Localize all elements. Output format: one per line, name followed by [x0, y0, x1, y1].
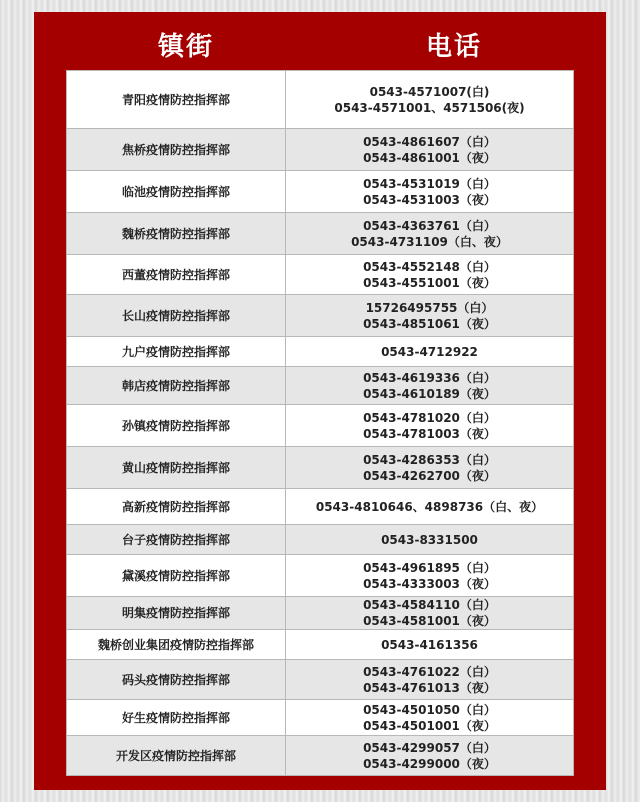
phone-line: 0543-4531003（夜）	[363, 192, 496, 207]
table-row	[67, 489, 574, 525]
directory-panel	[34, 12, 606, 790]
phone-line: 0543-8331500	[381, 532, 478, 547]
phone-line: 0543-4861001（夜）	[363, 150, 496, 165]
table-row	[67, 213, 574, 255]
phone-line: 0543-4961895（白）	[363, 560, 496, 575]
phone-cell	[286, 255, 574, 295]
header-town: 镇街	[157, 32, 214, 62]
table-row	[67, 71, 574, 129]
phone-line: 0543-4363761（白）	[363, 218, 496, 233]
table-row	[67, 736, 574, 776]
command-name: 焦桥疫情防控指挥部	[67, 129, 286, 171]
table-row	[67, 630, 574, 660]
phone-line: 0543-4581001（夜）	[363, 614, 496, 628]
phone-cell	[286, 630, 574, 660]
command-name: 高新疫情防控指挥部	[67, 489, 286, 525]
phone-line: 0543-4299057（白）	[363, 740, 496, 755]
phone-cell	[286, 555, 574, 597]
phone-cell	[286, 447, 574, 489]
header-phone: 电话	[425, 32, 482, 62]
phone-cell	[286, 171, 574, 213]
command-name: 孙镇疫情防控指挥部	[67, 405, 286, 447]
command-name: 魏桥疫情防控指挥部	[67, 213, 286, 255]
phone-line: 0543-4571001、4571506(夜)	[334, 100, 525, 115]
phone-cell	[286, 489, 574, 525]
table-row	[67, 255, 574, 295]
phone-cell	[286, 295, 574, 337]
phone-line: 0543-4851061（夜）	[363, 316, 496, 331]
table-row	[67, 337, 574, 367]
phone-line: 0543-4731109（白、夜）	[351, 234, 508, 249]
phone-cell	[286, 367, 574, 405]
table-row	[67, 295, 574, 337]
phone-line: 0543-4712922	[381, 344, 478, 359]
phone-cell	[286, 213, 574, 255]
command-name: 台子疫情防控指挥部	[67, 525, 286, 555]
phone-cell	[286, 129, 574, 171]
contact-table	[66, 70, 574, 776]
command-name: 九户疫情防控指挥部	[67, 337, 286, 367]
command-name: 青阳疫情防控指挥部	[67, 71, 286, 129]
command-name: 西董疫情防控指挥部	[67, 255, 286, 295]
command-name: 好生疫情防控指挥部	[67, 700, 286, 736]
table-row	[67, 405, 574, 447]
phone-line: 15726495755（白）	[365, 300, 494, 315]
phone-cell	[286, 337, 574, 367]
command-name: 韩店疫情防控指挥部	[67, 367, 286, 405]
table-row	[67, 525, 574, 555]
phone-line: 0543-4781003（夜）	[363, 426, 496, 441]
phone-cell	[286, 660, 574, 700]
table-row	[67, 171, 574, 213]
table-row	[67, 660, 574, 700]
command-name: 长山疫情防控指挥部	[67, 295, 286, 337]
table-row	[67, 447, 574, 489]
phone-line: 0543-4781020（白）	[363, 410, 496, 425]
phone-line: 0543-4810646、4898736（白、夜）	[315, 499, 544, 514]
phone-line: 0543-4571007(白)	[369, 84, 490, 99]
table-row	[67, 129, 574, 171]
phone-cell	[286, 597, 574, 630]
phone-cell	[286, 700, 574, 736]
phone-line: 0543-4610189（夜）	[363, 386, 496, 401]
phone-line: 0543-4584110（白）	[363, 598, 496, 612]
phone-line: 0543-4286353（白）	[363, 452, 496, 467]
command-name: 黄山疫情防控指挥部	[67, 447, 286, 489]
table-header	[34, 12, 606, 70]
phone-cell	[286, 405, 574, 447]
phone-line: 0543-4161356	[381, 637, 478, 652]
phone-line: 0543-4861607（白）	[363, 134, 496, 149]
command-name: 魏桥创业集团疫情防控指挥部	[67, 630, 286, 660]
phone-line: 0543-4761013（夜）	[363, 680, 496, 695]
phone-cell	[286, 71, 574, 129]
phone-line: 0543-4551001（夜）	[363, 275, 496, 290]
table-row	[67, 555, 574, 597]
phone-cell	[286, 525, 574, 555]
phone-line: 0543-4299000（夜）	[363, 756, 496, 771]
phone-line: 0543-4761022（白）	[363, 664, 496, 679]
table-row	[67, 597, 574, 630]
phone-line: 0543-4262700（夜）	[363, 468, 496, 483]
phone-cell	[286, 736, 574, 776]
table-row	[67, 700, 574, 736]
command-name: 黛溪疫情防控指挥部	[67, 555, 286, 597]
command-name: 码头疫情防控指挥部	[67, 660, 286, 700]
command-name: 明集疫情防控指挥部	[67, 597, 286, 630]
command-name: 开发区疫情防控指挥部	[67, 736, 286, 776]
phone-line: 0543-4333003（夜）	[363, 576, 496, 591]
phone-line: 0543-4501001（夜）	[363, 718, 496, 733]
table-row	[67, 367, 574, 405]
phone-line: 0543-4552148（白）	[363, 259, 496, 274]
phone-line: 0543-4501050（白）	[363, 702, 496, 717]
phone-line: 0543-4619336（白）	[363, 370, 496, 385]
phone-line: 0543-4531019（白）	[363, 176, 496, 191]
command-name: 临池疫情防控指挥部	[67, 171, 286, 213]
